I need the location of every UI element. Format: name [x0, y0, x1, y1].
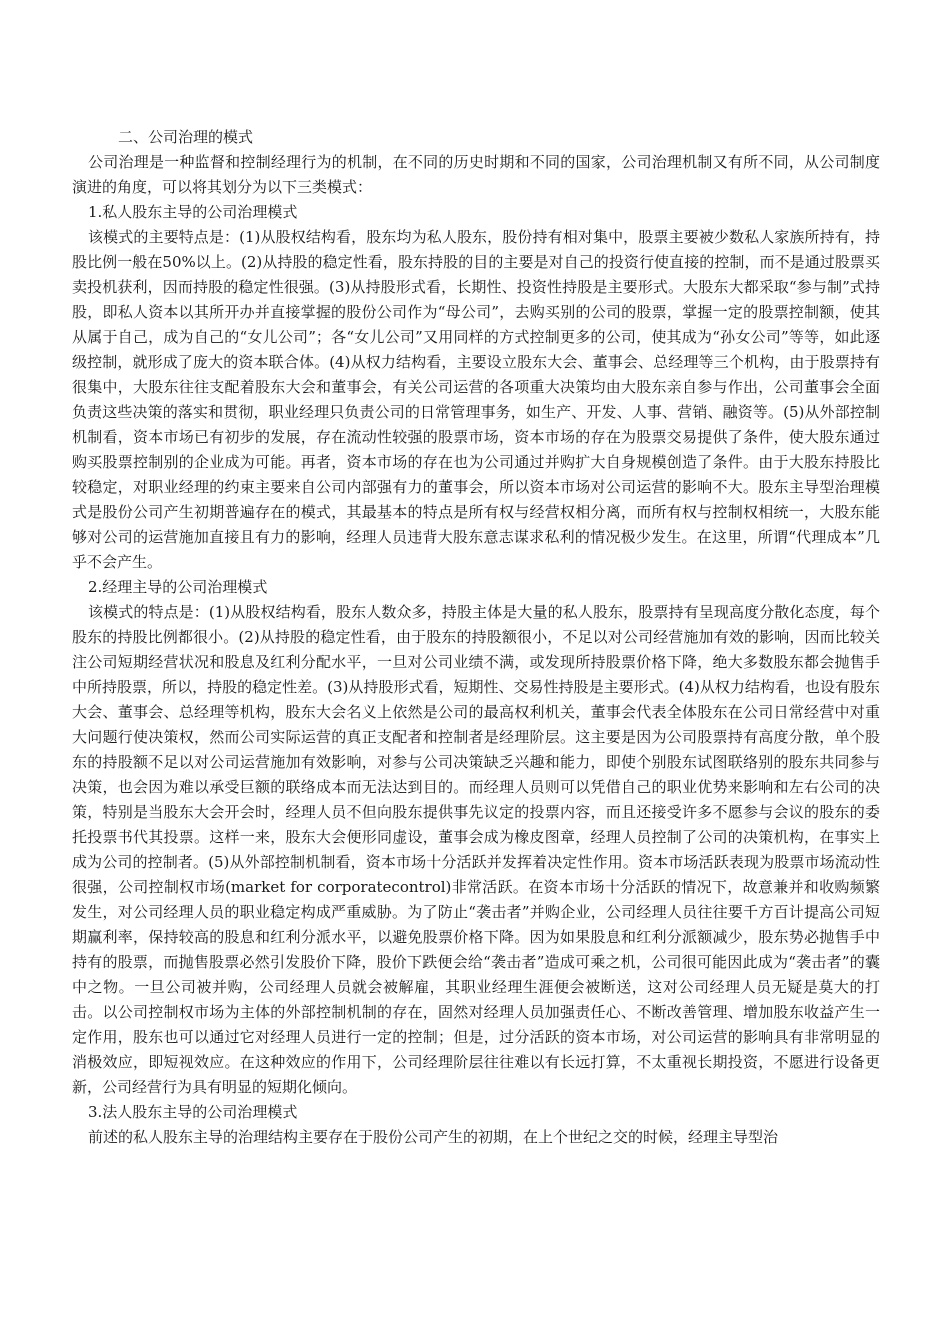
document-page: [72, 125, 880, 1150]
subsection-body-private-shareholder: 该模式的主要特点是：(1)从股权结构看，股东均为私人股东，股份持有相对集中，股票主要被少数私人家族所持有，持股比例一般在50%以上。(2)从持股的稳定性看，股东持股的目的主要是对自己的投资行使直接的控制，而不是通过股票买卖投机获利，因而持股的稳定性很强。(3)从持股形式看，长期性、投资性持股是主要形式。大股东大都采取“参与制”式持股，即私人资本以其所开办并直接掌握的股份公司作为“母公司”，去购买别的公司的股票，掌握一定的股票控制额，使其从属于自己，成为自己的“女儿公司”；各“女儿公司”又用同样的方式控制更多的公司，使其成为“孙女公司”等等，如此逐级控制，就形成了庞大的资本联合体。(4)从权力结构看，主要设立股东大会、董事会、总经理等三个机构，由于股票持有很集中，大股东往往支配着股东大会和董事会，有关公司运营的各项重大决策均由大股东亲自参与作出，公司董事会全面负责这些决策的落实和贯彻，职业经理只负责公司的日常管理事务，如生产、开发、人事、营销、融资等。(5)从外部控制机制看，资本市场已有初步的发展，存在流动性较强的股票市场，资本市场的存在为股票交易提供了条件，使大股东通过购买股票控制别的企业成为可能。再者，资本市场的存在也为公司通过并购扩大自身规模创造了条件。由于大股东持股比较稳定，对职业经理的约束主要来自公司内部强有力的董事会，所以资本市场对公司运营的影响不大。股东主导型治理模式是股份公司产生初期普遍存在的模式，其最基本的特点是所有权与经营权相分离，而所有权与控制权相统一，大股东能够对公司的运营施加直接且有力的影响，经理人员违背大股东意志谋求私利的情况极少发生。在这里，所谓“代理成本”几乎不会产生。: [72, 228, 880, 571]
subsection-heading-legal-person: 3.法人股东主导的公司治理模式: [88, 1103, 298, 1121]
subsection-body-manager: 该模式的特点是：(1)从股权结构看，股东人数众多，持股主体是大量的私人股东，股票持有呈现高度分散化态度，每个股东的持股比例都很小。(2)从持股的稳定性看，由于股东的持股额很小，不足以对公司经营施加有效的影响，因而比较关注公司短期经营状况和股息及红利分配水平，一旦对公司业绩不满，或发现所持股票价格下降，绝大多数股东都会抛售手中所持股票，所以，持股的稳定性差。(3)从持股形式看，短期性、交易性持股是主要形式。(4)从权力结构看，也设有股东大会、董事会、总经理等机构，股东大会名义上依然是公司的最高权利机关，董事会代表全体股东在公司日常经营中对重大问题行使决策权，然而公司实际运营的真正支配者和控制者是经理阶层。这主要是因为公司股票持有高度分散，单个股东的持股额不足以对公司运营施加有效影响，对参与公司决策缺乏兴趣和能力，即使个别股东试图联络别的股东共同参与决策，也会因为难以承受巨额的联络成本而无法达到目的。而经理人员则可以凭借自己的职业优势来影响和左右公司的决策，特别是当股东大会开会时，经理人员不但向股东提供事先议定的投票内容，而且还接受许多不愿参与会议的股东的委托投票书代其投票。这样一来，股东大会便形同虚设，董事会成为橡皮图章，经理人员控制了公司的决策机构，在事实上成为公司的控制者。(5)从外部控制机制看，资本市场十分活跃并发挥着决定性作用。资本市场活跃表现为股票市场流动性很强，公司控制权市场(market for corporatecontrol)非常活跃。在资本市场十分活跃的情况下，故意兼并和收购频繁发生，对公司经理人员的职业稳定构成严重威胁。为了防止“袭击者”并购企业，公司经理人员往往要千方百计提高公司短期赢利率，保持较高的股息和红利分派水平，以避免股票价格下降。因为如果股息和红利分派额减少，股东势必抛售手中持有的股票，而抛售股票必然引发股价下降，股价下跌便会给“袭击者”造成可乘之机，公司很可能因此成为“袭击者”的囊中之物。一旦公司被并购，公司经理人员就会被解雇，其职业经理生涯便会被断送，这对公司经理人员无疑是莫大的打击。以公司控制权市场为主体的外部控制机制的存在，固然对经理人员加强责任心、不断改善管理、增加股东收益产生一定作用，股东也可以通过它对经理人员进行一定的控制；但是，过分活跃的资本市场，对公司运营的影响具有非常明显的消极效应，即短视效应。在这种效应的作用下，公司经理阶层往往难以有长远打算，不太重视长期投资，不愿进行设备更新，公司经营行为具有明显的短期化倾向。: [72, 603, 880, 1096]
subsection-heading-private-shareholder: 1.私人股东主导的公司治理模式: [88, 203, 298, 221]
subsection-heading-manager: 2.经理主导的公司治理模式: [88, 578, 268, 596]
section-title: 二、公司治理的模式: [118, 128, 254, 146]
intro-paragraph: 公司治理是一种监督和控制经理行为的机制，在不同的历史时期和不同的国家，公司治理机制又有所不同，从公司制度演进的角度，可以将其划分为以下三类模式：: [72, 153, 880, 196]
subsection-body-legal-person: 前述的私人股东主导的治理结构主要存在于股份公司产生的初期，在上个世纪之交的时候，经理主导型治: [88, 1128, 779, 1146]
